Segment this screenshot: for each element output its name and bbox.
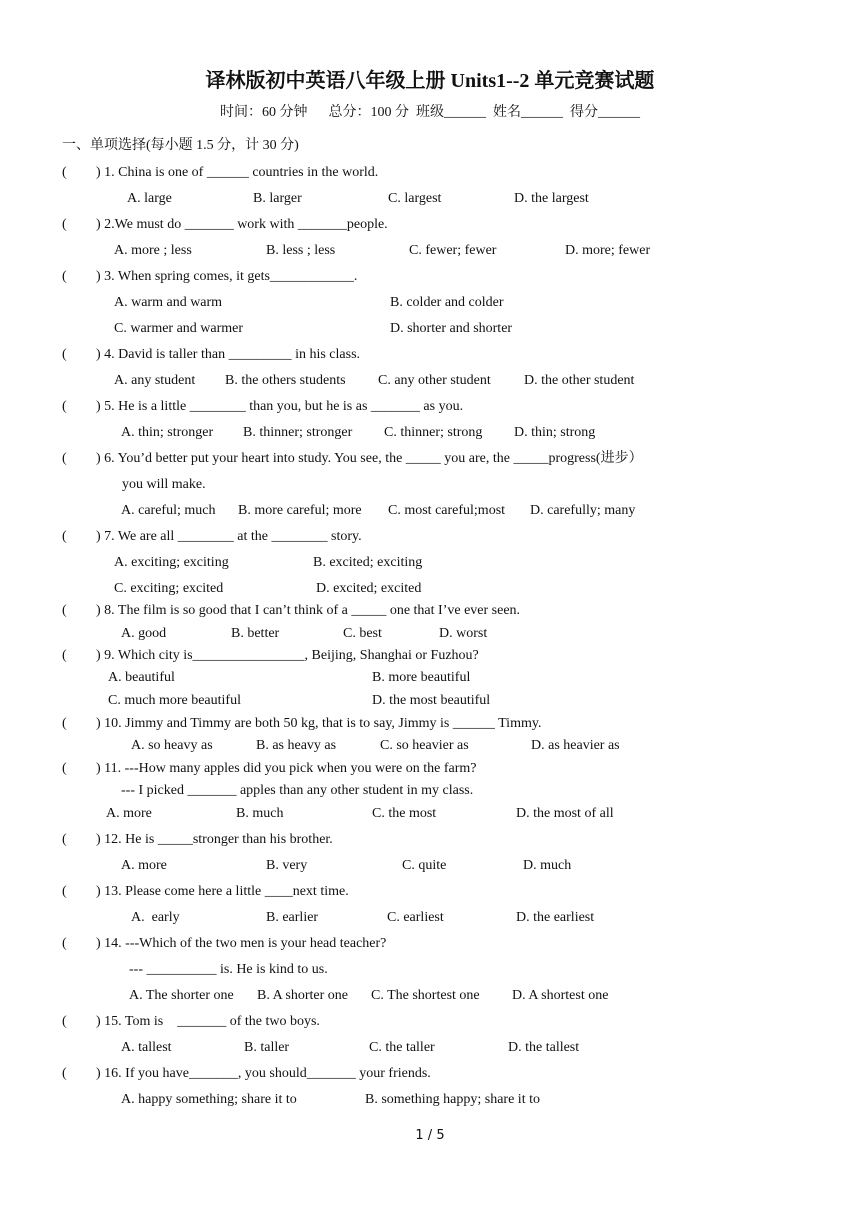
question-stem: ) 4. David is taller than _________ in his class.	[96, 347, 361, 362]
option: B. earlier	[266, 910, 319, 925]
option: A. early	[131, 910, 180, 925]
answer-paren: (	[62, 451, 67, 466]
question-stem: ) 11. ---How many apples did you pick when you were on the farm?	[96, 761, 477, 776]
option: A. beautiful	[108, 670, 175, 685]
question-stem: ) 9. Which city is________________, Beijing, Shanghai or Fuzhou?	[96, 648, 479, 663]
option: B. excited; exciting	[313, 555, 423, 570]
question-stem: ) 1. China is one of ______ countries in the world.	[96, 165, 379, 180]
option: D. the largest	[514, 191, 589, 206]
section-title: 一、单项选择(每小题 1.5 分，计 30 分)	[62, 138, 299, 153]
option: C. the most	[372, 806, 437, 821]
option: C. best	[343, 626, 382, 641]
question-stem: ) 10. Jimmy and Timmy are both 50 kg, that is to say, Jimmy is ______ Timmy.	[96, 716, 542, 731]
option: D. the most of all	[516, 806, 614, 821]
option: D. worst	[439, 626, 488, 641]
option: C. the taller	[369, 1040, 435, 1055]
option: A. any student	[114, 373, 196, 388]
option: D. shorter and shorter	[390, 321, 513, 336]
option: B. A shorter one	[257, 988, 348, 1003]
option: A. large	[127, 191, 172, 206]
option: D. the tallest	[508, 1040, 580, 1055]
option: B. as heavy as	[256, 738, 337, 753]
option: B. something happy; share it to	[365, 1092, 540, 1107]
option: D. the earliest	[516, 910, 595, 925]
option: D. the most beautiful	[372, 693, 491, 708]
option: A. so heavy as	[131, 738, 213, 753]
option: D. as heavier as	[531, 738, 620, 753]
option: D. carefully; many	[530, 503, 636, 518]
question-stem: ) 13. Please come here a little ____next time.	[96, 884, 349, 899]
option: D. more; fewer	[565, 243, 651, 258]
option: A. more	[121, 858, 167, 873]
question-stem: ) 15. Tom is _______ of the two boys.	[96, 1014, 320, 1029]
option: B. the others students	[225, 373, 346, 388]
answer-paren: (	[62, 347, 67, 362]
page-title: 译林版初中英语八年级上册 Units1--2 单元竞赛试题	[205, 70, 655, 92]
answer-paren: (	[62, 884, 67, 899]
answer-paren: (	[62, 936, 67, 951]
answer-paren: (	[62, 269, 67, 284]
option: B. very	[266, 858, 308, 873]
option: C. warmer and warmer	[114, 321, 244, 336]
page-number: 1 / 5	[415, 1128, 445, 1143]
question-stem: ) 12. He is _____stronger than his brother.	[96, 832, 333, 847]
option: C. so heavier as	[380, 738, 469, 753]
option: C. largest	[388, 191, 442, 206]
option: C. earliest	[387, 910, 444, 925]
option: B. much	[236, 806, 284, 821]
option: A. thin; stronger	[121, 425, 214, 440]
option: A. good	[121, 626, 167, 641]
answer-paren: (	[62, 761, 67, 776]
option: B. better	[231, 626, 280, 641]
answer-paren: (	[62, 399, 67, 414]
answer-paren: (	[62, 1066, 67, 1081]
answer-paren: (	[62, 716, 67, 731]
option: C. much more beautiful	[108, 693, 241, 708]
option: A. exciting; exciting	[114, 555, 229, 570]
option: C. The shortest one	[371, 988, 480, 1003]
question-stem-continued: --- I picked _______ apples than any other student in my class.	[121, 783, 474, 798]
option: C. thinner; strong	[384, 425, 483, 440]
option: B. thinner; stronger	[243, 425, 353, 440]
question-stem: ) 6. You’d better put your heart into study. You see, the _____ you are, the _____progress(进步）	[96, 451, 643, 466]
option: A. more ; less	[114, 243, 192, 258]
option: A. more	[106, 806, 152, 821]
option: D. A shortest one	[512, 988, 609, 1003]
question-stem: ) 5. He is a little ________ than you, but he is as _______ as you.	[96, 399, 464, 414]
answer-paren: (	[62, 648, 67, 663]
question-stem-continued: you will make.	[122, 477, 206, 492]
question-stem: ) 7. We are all ________ at the ________ story.	[96, 529, 362, 544]
question-stem-continued: --- __________ is. He is kind to us.	[129, 962, 328, 977]
option: B. less ; less	[266, 243, 336, 258]
option: B. larger	[253, 191, 302, 206]
option: B. taller	[244, 1040, 290, 1055]
option: B. colder and colder	[390, 295, 504, 310]
answer-paren: (	[62, 165, 67, 180]
exam-info: 时间：60 分钟 总分：100 分 班级______ 姓名______ 得分______	[220, 105, 640, 120]
question-stem: ) 8. The film is so good that I can’t think of a _____ one that I’ve ever seen.	[96, 603, 521, 618]
answer-paren: (	[62, 832, 67, 847]
option: A. tallest	[121, 1040, 172, 1055]
option: A. The shorter one	[129, 988, 234, 1003]
option: D. the other student	[524, 373, 635, 388]
question-stem: ) 14. ---Which of the two men is your head teacher?	[96, 936, 387, 951]
option: D. much	[523, 858, 572, 873]
option: A. happy something; share it to	[121, 1092, 297, 1107]
option: C. quite	[402, 858, 447, 873]
answer-paren: (	[62, 529, 67, 544]
option: A. warm and warm	[114, 295, 223, 310]
option: A. careful; much	[121, 503, 216, 518]
answer-paren: (	[62, 217, 67, 232]
option: C. exciting; excited	[114, 581, 224, 596]
answer-paren: (	[62, 603, 67, 618]
option: C. any other student	[378, 373, 491, 388]
option: D. excited; excited	[316, 581, 422, 596]
option: C. most careful;most	[388, 503, 506, 518]
option: C. fewer; fewer	[409, 243, 497, 258]
option: D. thin; strong	[514, 425, 596, 440]
option: B. more careful; more	[238, 503, 362, 518]
question-stem: ) 16. If you have_______, you should_______ your friends.	[96, 1066, 431, 1081]
option: B. more beautiful	[372, 670, 471, 685]
question-stem: ) 3. When spring comes, it gets____________.	[96, 269, 358, 284]
answer-paren: (	[62, 1014, 67, 1029]
question-stem: ) 2.We must do _______ work with _______people.	[96, 217, 388, 232]
